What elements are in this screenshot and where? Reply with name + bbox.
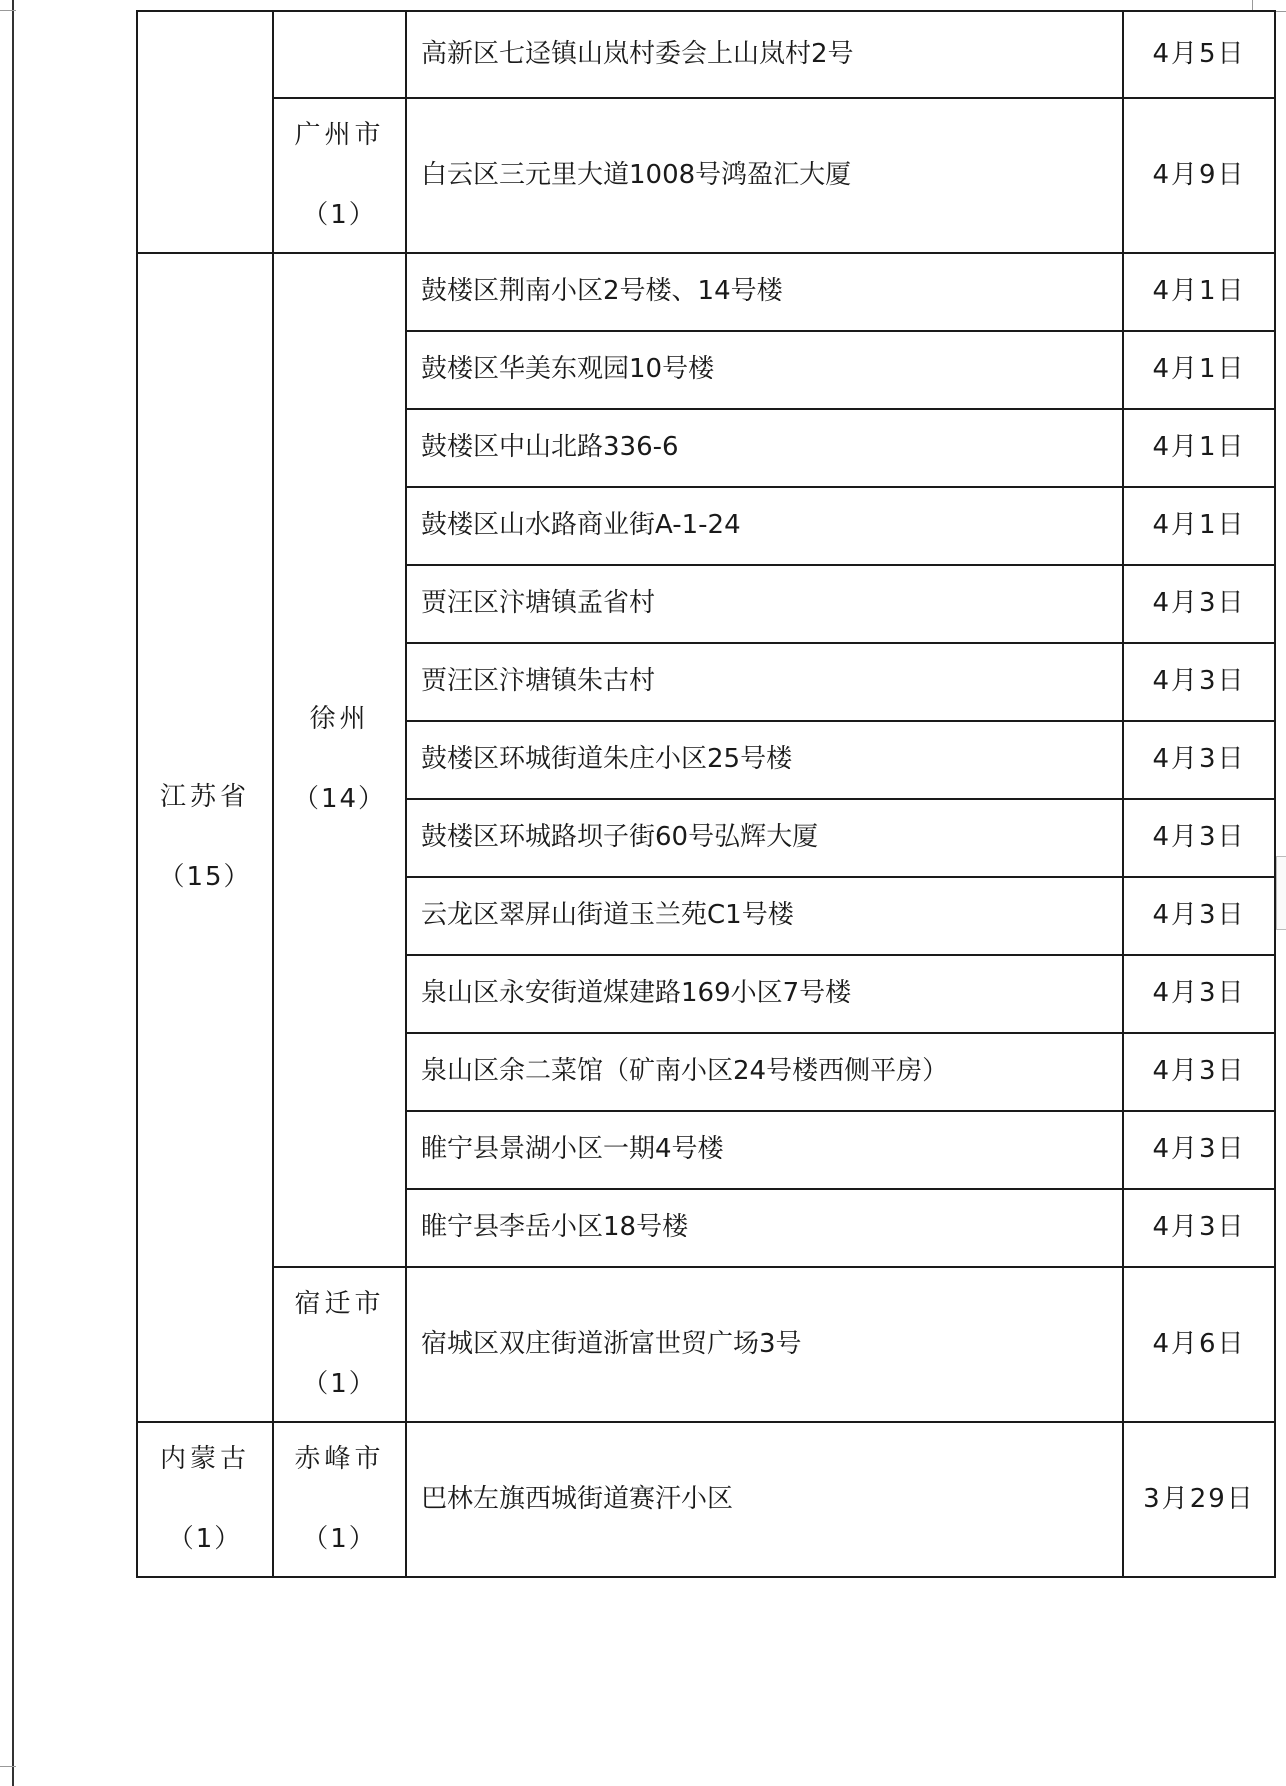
table-row (137, 11, 1275, 98)
address-cell: 贾汪区汴塘镇朱古村 (406, 643, 1123, 721)
city-cell-chifeng (273, 1422, 406, 1577)
date-cell: 4月3日 (1123, 1111, 1275, 1189)
province-cell-neimenggu (137, 1422, 273, 1577)
address-cell: 鼓楼区中山北路336-6 (406, 409, 1123, 487)
address-cell: 白云区三元里大道1008号鸿盈汇大厦 (406, 98, 1123, 253)
city-cell-suqian (273, 1267, 406, 1422)
address-cell: 高新区七迳镇山岚村委会上山岚村2号 (406, 11, 1123, 98)
date-cell: 4月3日 (1123, 877, 1275, 955)
province-name: 内蒙古 (159, 1443, 250, 1474)
address-cell: 云龙区翠屏山街道玉兰苑C1号楼 (406, 877, 1123, 955)
address-cell: 贾汪区汴塘镇孟省村 (406, 565, 1123, 643)
crop-mark-top-left (0, 10, 16, 11)
city-count: （14） (292, 784, 387, 814)
date-cell: 4月1日 (1123, 409, 1275, 487)
city-count: （1） (302, 199, 377, 230)
province-cell-continued (137, 11, 273, 253)
city-cell-guangzhou (273, 98, 406, 253)
address-cell: 睢宁县李岳小区18号楼 (406, 1189, 1123, 1267)
address-cell: 巴林左旗西城街道赛汗小区 (406, 1422, 1123, 1577)
date-cell: 4月1日 (1123, 253, 1275, 331)
city-name: 广州市 (294, 119, 385, 150)
date-cell: 4月3日 (1123, 565, 1275, 643)
address-cell: 鼓楼区华美东观园10号楼 (406, 331, 1123, 409)
date-cell: 4月1日 (1123, 331, 1275, 409)
address-cell: 泉山区永安街道煤建路169小区7号楼 (406, 955, 1123, 1033)
city-name: 宿迁市 (294, 1288, 385, 1319)
address-cell: 鼓楼区环城路坝子街60号弘辉大厦 (406, 799, 1123, 877)
date-cell: 4月3日 (1123, 1189, 1275, 1267)
date-cell: 4月6日 (1123, 1267, 1275, 1422)
city-count: （1） (302, 1368, 377, 1399)
date-cell: 4月5日 (1123, 11, 1275, 98)
city-cell-xuzhou (273, 253, 406, 1267)
table-row (137, 1422, 1275, 1577)
address-cell: 鼓楼区环城街道朱庄小区25号楼 (406, 721, 1123, 799)
table-row (137, 98, 1275, 253)
city-name: 赤峰市 (294, 1443, 385, 1474)
date-cell: 4月3日 (1123, 643, 1275, 721)
date-cell: 4月9日 (1123, 98, 1275, 253)
address-cell: 宿城区双庄街道浙富世贸广场3号 (406, 1267, 1123, 1422)
page-left-border (12, 0, 14, 1786)
date-cell: 3月29日 (1123, 1422, 1275, 1577)
province-count: （15） (158, 861, 252, 892)
date-cell: 4月3日 (1123, 955, 1275, 1033)
date-cell: 4月3日 (1123, 1033, 1275, 1111)
crop-mark-bottom-left (0, 1766, 16, 1767)
city-name: 徐州 (309, 704, 370, 735)
address-cell: 鼓楼区荆南小区2号楼、14号楼 (406, 253, 1123, 331)
date-cell: 4月3日 (1123, 721, 1275, 799)
page-side-tab (1276, 856, 1286, 930)
address-cell: 睢宁县景湖小区一期4号楼 (406, 1111, 1123, 1189)
table-row (137, 1267, 1275, 1422)
locations-table (136, 10, 1276, 1578)
address-cell: 鼓楼区山水路商业街A-1-24 (406, 487, 1123, 565)
date-cell: 4月3日 (1123, 799, 1275, 877)
city-cell-continued (273, 11, 406, 98)
date-cell: 4月1日 (1123, 487, 1275, 565)
city-count: （1） (302, 1523, 377, 1554)
province-name: 江苏省 (159, 781, 250, 812)
province-count: （1） (167, 1523, 243, 1554)
province-cell-jiangsu (137, 253, 273, 1422)
table-row (137, 253, 1275, 331)
address-cell: 泉山区余二菜馆（矿南小区24号楼西侧平房） (406, 1033, 1123, 1111)
